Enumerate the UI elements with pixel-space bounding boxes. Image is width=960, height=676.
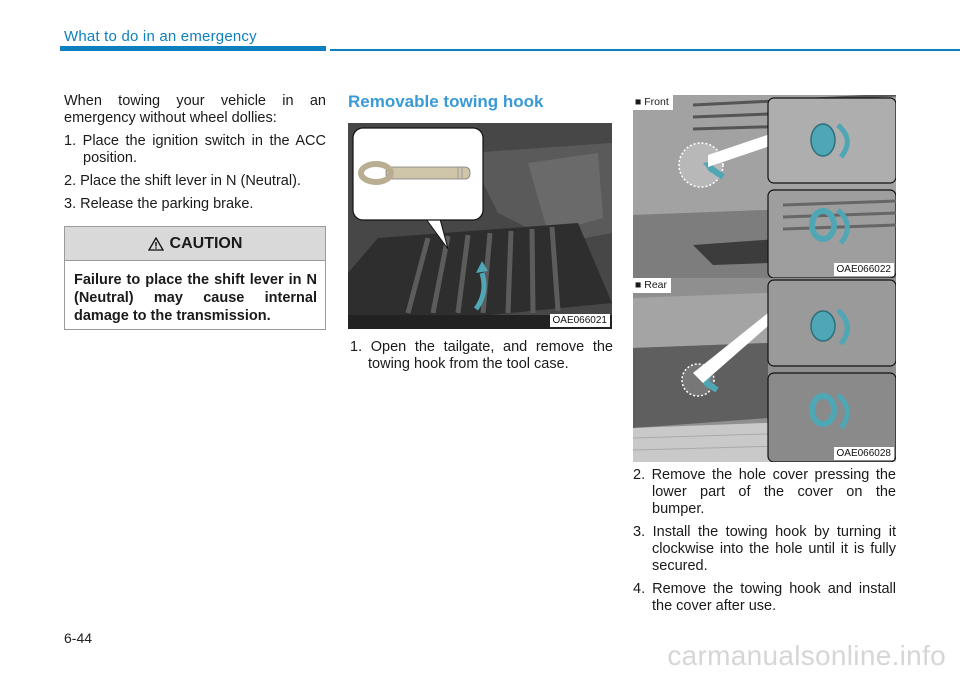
towing-hook-step: 4. Remove the towing hook and install the cover after use.	[633, 581, 896, 614]
trunk-illustration	[348, 123, 612, 329]
caution-label: CAUTION	[169, 234, 243, 252]
left-column	[64, 93, 326, 219]
rear-bumper-illustration	[633, 278, 896, 462]
section-header: What to do in an emergency	[64, 28, 257, 45]
image-code-rear: OAE066028	[834, 447, 895, 460]
middle-column	[348, 92, 613, 112]
intro-step: 1. Place the ignition switch in the ACC position.	[64, 133, 326, 166]
front-label: ■ Front	[633, 95, 673, 110]
intro-text: When towing your vehicle in an emergency without wheel dollies:	[64, 93, 326, 126]
towing-hook-step: 3. Install the towing hook by turning it clockwise into the hole until it is fully secured.	[633, 524, 896, 574]
intro-step: 3. Release the parking brake.	[64, 196, 254, 212]
caution-header	[65, 227, 325, 261]
towing-hook-title: Removable towing hook	[348, 92, 544, 111]
trunk-drawing	[348, 123, 612, 329]
intro-steps	[64, 133, 326, 213]
rear-bumper-drawing	[633, 278, 896, 462]
rear-label: ■ Rear	[633, 278, 671, 293]
right-steps	[633, 467, 896, 621]
caution-text: Failure to place the shift lever in N (Neutral) may cause internal damage to the transmission.	[74, 272, 317, 324]
towing-hook-step: 2. Remove the hole cover pressing the lower part of the cover on the bumper.	[633, 467, 896, 517]
image-code-front: OAE066022	[834, 263, 895, 276]
front-bumper-drawing	[633, 95, 896, 278]
warning-triangle-icon	[148, 237, 164, 251]
front-bumper-illustration	[633, 95, 896, 278]
intro-step: 2. Place the shift lever in N (Neutral).	[64, 173, 301, 189]
towing-hook-step-1: 1. Open the tailgate, and remove the towing hook from the tool case.	[350, 339, 613, 372]
header-bar-thick	[60, 46, 326, 51]
image-code-trunk: OAE066021	[550, 314, 611, 327]
watermark: carmanualsonline.info	[667, 640, 946, 671]
header-bar-thin	[330, 49, 960, 51]
page-number: 6-44	[64, 630, 93, 646]
caution-box	[64, 226, 326, 330]
